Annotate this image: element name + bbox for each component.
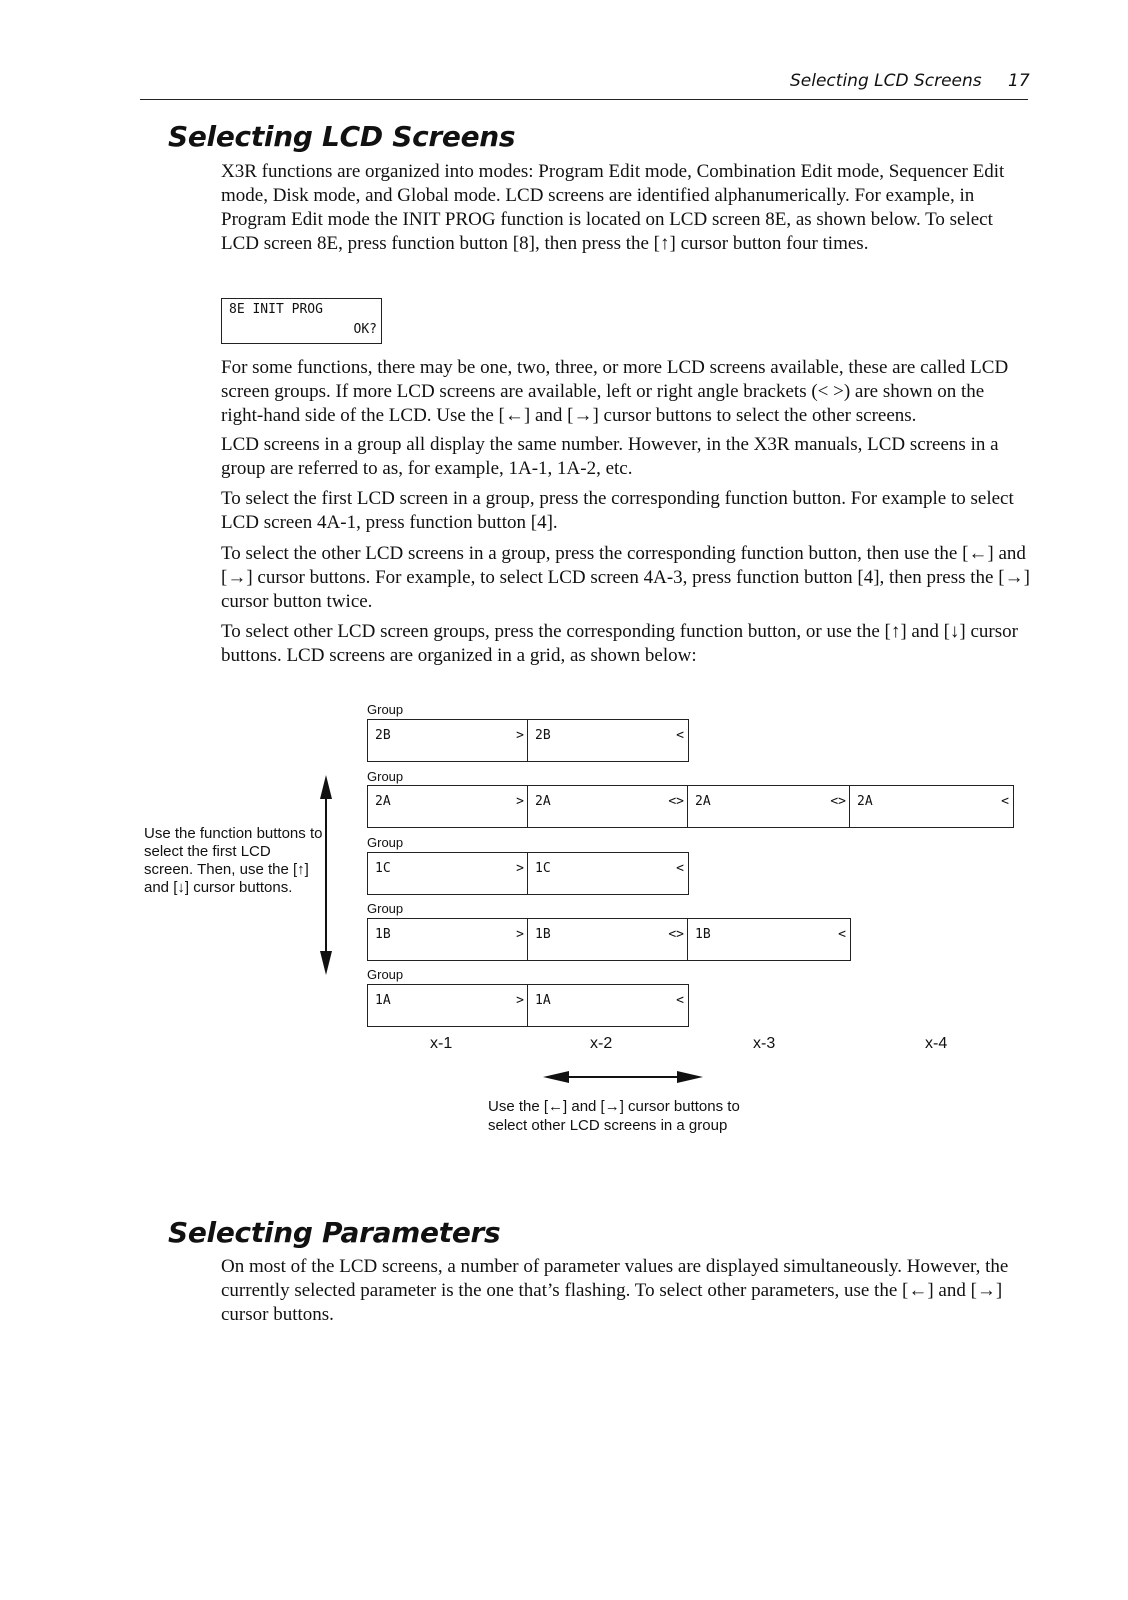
group-label: Group [367,769,404,784]
group-label: Group [367,967,404,982]
lcd-cell-1b-2: 1B <> [527,918,689,961]
bottom-note-line1: Use the [←] and [→] cursor buttons to [488,1098,740,1115]
section-heading-selecting-parameters: Selecting Parameters [168,1216,501,1249]
lcd-example-line2: OK? [353,322,377,337]
lcd-example-line1: 8E INIT PROG [229,302,323,317]
paragraph-same-number: LCD screens in a group all display the same number. However, in the X3R manuals, LCD screens in a group are referred to as, for example, 1A-1, 1A-2, etc. [221,434,999,479]
header-rule [140,99,1028,100]
lcd-cell-2a-2: 2A <> [527,785,689,828]
lcd-cell-2a-4: 2A < [849,785,1014,828]
column-label-x4: x-4 [925,1035,948,1052]
group-label: Group [367,901,404,916]
left-right-arrow-icon [543,1069,703,1085]
lcd-cell-1c-2: 1C < [527,852,689,895]
section-heading-selecting-lcd-screens: Selecting LCD Screens [168,120,516,153]
lcd-cell-1a-1: 1A > [367,984,529,1027]
paragraph-select-first: To select the first LCD screen in a group, press the corresponding function button. For example to select LCD screen 4A-1, press function button [4]. [221,488,1014,533]
side-note-function-buttons: Use the function buttons to select the first LCD screen. Then, use the [↑] and [↓] cursor buttons. [144,825,323,896]
column-label-x1: x-1 [430,1035,453,1052]
lcd-cell-2a-1: 2A > [367,785,529,828]
lcd-cell-1b-1: 1B > [367,918,529,961]
lcd-cell-2a-3: 2A <> [687,785,851,828]
parameters-paragraph: On most of the LCD screens, a number of parameter values are displayed simultaneously. However, the currently selected parameter is the one that’s flashing. To select other parameters, use the [←] and [→] cursor buttons. [221,1256,1009,1325]
group-label: Group [367,835,404,850]
bottom-note-line2: select other LCD screens in a group [488,1117,728,1134]
lcd-cell-1b-3: 1B < [687,918,851,961]
lcd-cell-2b-2: 2B < [527,719,689,762]
page-number: 17 [1008,71,1030,91]
running-header-title: Selecting LCD Screens [790,71,982,91]
group-label: Group [367,702,404,717]
bottom-note-cursor-buttons [488,1097,808,1135]
column-label-x2: x-2 [590,1035,613,1052]
lcd-cell-1c-1: 1C > [367,852,529,895]
lcd-example [221,298,382,344]
intro-paragraph: X3R functions are organized into modes: Program Edit mode, Combination Edit mode, Sequencer Edit mode, Disk mode, and Global mode. LCD screens are identified alphanumerically. For example, in Program Edit mode the INIT PROG function is located on LCD screen 8E, as shown below. To select LCD screen 8E, press function button [8], then press the [↑] cursor button four times. [221,161,1005,254]
lcd-cell-1a-2: 1A < [527,984,689,1027]
lcd-cell-2b-1: 2B > [367,719,529,762]
column-label-x3: x-3 [753,1035,776,1052]
paragraph-select-groups: To select other LCD screen groups, press the corresponding function button, or use the [↑] and [↓] cursor buttons. LCD screens are organized in a grid, as shown below: [221,621,1018,666]
paragraph-screen-groups: For some functions, there may be one, two, three, or more LCD screens available, these are called LCD screen groups. If more LCD screens are available, left or right angle brackets (< >) are shown on the right-hand side of the LCD. Use the [←] and [→] cursor buttons to select the other screens. [221,357,1009,426]
paragraph-select-other: To select the other LCD screens in a group, press the corresponding function button, then use the [←] and [→] cursor buttons. For example, to select LCD screen 4A-3, press function button [4], then press the [→] cursor button twice. [221,543,1030,612]
